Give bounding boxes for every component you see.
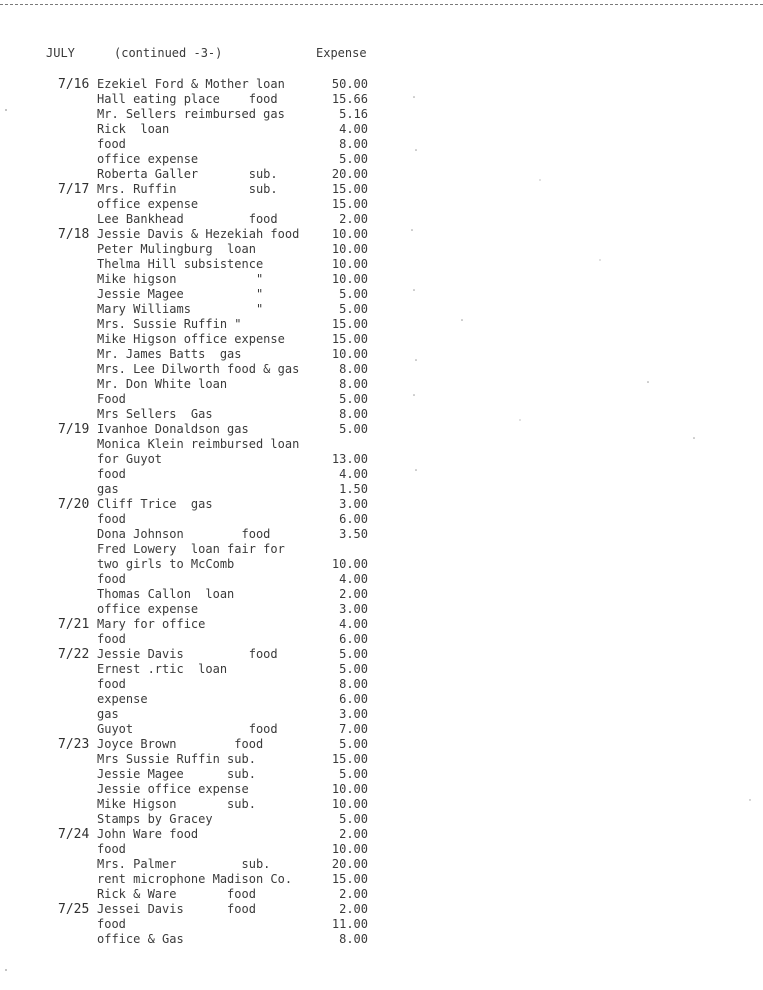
entry-description: Jessie Davis food xyxy=(97,647,278,661)
entry-description: Ivanhoe Donaldson gas xyxy=(97,422,249,436)
entry-description: Mr. Sellers reimbursed gas xyxy=(97,107,285,121)
entry-description: Ernest .rtic loan xyxy=(97,662,228,676)
entry-amount: 6.00 xyxy=(339,512,368,526)
entry-description: Peter Mulingburg loan xyxy=(97,242,256,256)
entry-amount: 2.00 xyxy=(339,212,368,226)
entry-amount: 8.00 xyxy=(339,932,368,946)
entry-description: Mrs. Ruffin sub. xyxy=(97,182,278,196)
entry-amount: 5.00 xyxy=(339,812,368,826)
ledger-row xyxy=(0,587,763,602)
entry-description: Rick loan xyxy=(97,122,170,136)
entry-description: two girls to McComb xyxy=(97,557,235,571)
entry-description: Mr. James Batts gas xyxy=(97,347,242,361)
entry-description: office expense xyxy=(97,197,199,211)
entry-description: Thelma Hill subsistence xyxy=(97,257,264,271)
expense-column-header: Expense xyxy=(316,46,367,60)
ledger-row xyxy=(0,122,763,137)
entry-description: Lee Bankhead food xyxy=(97,212,278,226)
entry-amount: 4.00 xyxy=(339,122,368,136)
entry-description: Food xyxy=(97,392,126,406)
entry-date: 7/23 xyxy=(58,737,90,752)
entry-amount: 5.00 xyxy=(339,737,368,751)
ledger-row xyxy=(0,722,763,737)
entry-amount: 6.00 xyxy=(339,632,368,646)
ledger-row xyxy=(0,617,763,632)
ledger-row xyxy=(0,467,763,482)
ledger-row xyxy=(0,407,763,422)
ledger-row xyxy=(0,512,763,527)
entry-date: 7/19 xyxy=(58,422,90,437)
entry-date: 7/16 xyxy=(58,77,90,92)
entry-amount: 2.00 xyxy=(339,827,368,841)
entry-description: gas xyxy=(97,482,119,496)
entry-amount: 8.00 xyxy=(339,377,368,391)
entry-description: rent microphone Madison Co. xyxy=(97,872,293,886)
entry-description: Joyce Brown food xyxy=(97,737,264,751)
entry-description: food xyxy=(97,917,126,931)
entry-amount: 10.00 xyxy=(331,842,368,856)
entry-amount: 4.00 xyxy=(339,467,368,481)
entry-date: 7/25 xyxy=(58,902,90,917)
entry-amount: 50.00 xyxy=(331,77,368,91)
entry-description: office expense xyxy=(97,152,199,166)
entry-amount: 15.00 xyxy=(331,317,368,331)
entry-description: Hall eating place food xyxy=(97,92,278,106)
entry-description: Stamps by Gracey xyxy=(97,812,213,826)
entry-description: Mrs Sussie Ruffin sub. xyxy=(97,752,256,766)
ledger-row xyxy=(0,887,763,902)
entry-description: Mike higson " xyxy=(97,272,264,286)
entry-description: Jessie office expense xyxy=(97,782,249,796)
ledger-row xyxy=(0,287,763,302)
entry-description: Mr. Don White loan xyxy=(97,377,228,391)
ledger-row xyxy=(0,872,763,887)
ledger-row xyxy=(0,377,763,392)
entry-amount: 5.00 xyxy=(339,662,368,676)
entry-amount: 20.00 xyxy=(331,857,368,871)
entry-description: gas xyxy=(97,707,119,721)
entry-date: 7/24 xyxy=(58,827,90,842)
entry-amount: 4.00 xyxy=(339,617,368,631)
ledger-row xyxy=(0,167,763,182)
entry-date: 7/22 xyxy=(58,647,90,662)
ledger-row xyxy=(0,797,763,812)
ledger-row xyxy=(0,77,763,92)
ledger-row xyxy=(0,137,763,152)
ledger-row xyxy=(0,602,763,617)
entry-description: food xyxy=(97,842,126,856)
entry-amount: 10.00 xyxy=(331,257,368,271)
entry-description: food xyxy=(97,632,126,646)
ledger-row xyxy=(0,197,763,212)
entry-description: food xyxy=(97,677,126,691)
entry-amount: 5.00 xyxy=(339,392,368,406)
expense-ledger xyxy=(0,77,763,947)
entry-amount: 10.00 xyxy=(331,797,368,811)
entry-description: food xyxy=(97,572,126,586)
ledger-row xyxy=(0,257,763,272)
entry-amount: 7.00 xyxy=(339,722,368,736)
entry-amount: 5.16 xyxy=(339,107,368,121)
entry-amount: 6.00 xyxy=(339,692,368,706)
entry-amount: 10.00 xyxy=(331,782,368,796)
entry-date: 7/20 xyxy=(58,497,90,512)
entry-amount: 20.00 xyxy=(331,167,368,181)
entry-description: Jessie Davis & Hezekiah food xyxy=(97,227,300,241)
ledger-row xyxy=(0,857,763,872)
ledger-row xyxy=(0,737,763,752)
ledger-row xyxy=(0,767,763,782)
ledger-row xyxy=(0,932,763,947)
entry-description: Jessie Magee " xyxy=(97,287,264,301)
entry-amount: 5.00 xyxy=(339,767,368,781)
entry-amount: 2.00 xyxy=(339,887,368,901)
ledger-row xyxy=(0,437,763,452)
ledger-row xyxy=(0,827,763,842)
entry-amount: 3.50 xyxy=(339,527,368,541)
entry-amount: 15.00 xyxy=(331,872,368,886)
continued-label: (continued -3-) xyxy=(114,46,223,60)
entry-amount: 10.00 xyxy=(331,227,368,241)
ledger-row xyxy=(0,662,763,677)
entry-amount: 5.00 xyxy=(339,647,368,661)
entry-amount: 10.00 xyxy=(331,557,368,571)
entry-description: for Guyot xyxy=(97,452,163,466)
entry-amount: 10.00 xyxy=(331,347,368,361)
entry-description: Cliff Trice gas xyxy=(97,497,213,511)
entry-amount: 15.00 xyxy=(331,332,368,346)
ledger-row xyxy=(0,692,763,707)
entry-amount: 2.00 xyxy=(339,587,368,601)
entry-description: Monica Klein reimbursed loan xyxy=(97,437,300,451)
ledger-row xyxy=(0,647,763,662)
entry-amount: 11.00 xyxy=(331,917,368,931)
entry-amount: 8.00 xyxy=(339,677,368,691)
entry-date: 7/17 xyxy=(58,182,90,197)
ledger-row xyxy=(0,677,763,692)
ledger-row xyxy=(0,362,763,377)
entry-amount: 10.00 xyxy=(331,272,368,286)
ledger-row xyxy=(0,812,763,827)
ledger-row xyxy=(0,452,763,467)
ledger-row xyxy=(0,707,763,722)
ledger-row xyxy=(0,212,763,227)
entry-description: Mrs. Sussie Ruffin " xyxy=(97,317,242,331)
ledger-row xyxy=(0,902,763,917)
entry-amount: 2.00 xyxy=(339,902,368,916)
ledger-row xyxy=(0,557,763,572)
entry-description: Dona Johnson food xyxy=(97,527,271,541)
entry-amount: 4.00 xyxy=(339,572,368,586)
entry-description: Jessie Magee sub. xyxy=(97,767,256,781)
entry-description: Roberta Galler sub. xyxy=(97,167,278,181)
ledger-row xyxy=(0,242,763,257)
ledger-row xyxy=(0,482,763,497)
entry-description: Guyot food xyxy=(97,722,278,736)
entry-description: office & Gas xyxy=(97,932,184,946)
entry-amount: 8.00 xyxy=(339,407,368,421)
entry-amount: 1.50 xyxy=(339,482,368,496)
ledger-row xyxy=(0,917,763,932)
ledger-row xyxy=(0,227,763,242)
entry-description: Mike Higson office expense xyxy=(97,332,285,346)
entry-amount: 3.00 xyxy=(339,602,368,616)
entry-amount: 3.00 xyxy=(339,707,368,721)
entry-amount: 13.00 xyxy=(331,452,368,466)
page-header xyxy=(0,46,763,62)
ledger-row xyxy=(0,317,763,332)
ledger-row xyxy=(0,347,763,362)
ledger-row xyxy=(0,107,763,122)
ledger-row xyxy=(0,752,763,767)
entry-amount: 15.66 xyxy=(331,92,368,106)
entry-description: Mary for office xyxy=(97,617,206,631)
entry-amount: 15.00 xyxy=(331,182,368,196)
entry-description: Mrs Sellers Gas xyxy=(97,407,213,421)
entry-description: expense xyxy=(97,692,148,706)
entry-amount: 10.00 xyxy=(331,242,368,256)
entry-description: Ezekiel Ford & Mother loan xyxy=(97,77,285,91)
ledger-row xyxy=(0,497,763,512)
ledger-row xyxy=(0,542,763,557)
entry-description: food xyxy=(97,467,126,481)
entry-description: Mrs. Lee Dilworth food & gas xyxy=(97,362,300,376)
entry-description: food xyxy=(97,137,126,151)
entry-description: Mike Higson sub. xyxy=(97,797,256,811)
month-label: JULY xyxy=(46,46,75,60)
entry-description: Mrs. Palmer sub. xyxy=(97,857,271,871)
entry-description: Thomas Callon loan xyxy=(97,587,235,601)
entry-description: office expense xyxy=(97,602,199,616)
entry-description: Fred Lowery loan fair for xyxy=(97,542,285,556)
entry-description: John Ware food xyxy=(97,827,199,841)
ledger-row xyxy=(0,527,763,542)
entry-amount: 5.00 xyxy=(339,287,368,301)
ledger-row xyxy=(0,182,763,197)
ledger-row xyxy=(0,92,763,107)
entry-date: 7/21 xyxy=(58,617,90,632)
ledger-row xyxy=(0,272,763,287)
entry-description: Mary Williams " xyxy=(97,302,264,316)
ledger-row xyxy=(0,152,763,167)
entry-description: Jessei Davis food xyxy=(97,902,256,916)
ledger-row xyxy=(0,842,763,857)
top-dashed-rule xyxy=(0,4,763,5)
ledger-row xyxy=(0,392,763,407)
entry-description: food xyxy=(97,512,126,526)
entry-amount: 15.00 xyxy=(331,752,368,766)
entry-date: 7/18 xyxy=(58,227,90,242)
entry-amount: 5.00 xyxy=(339,302,368,316)
ledger-row xyxy=(0,302,763,317)
entry-amount: 8.00 xyxy=(339,362,368,376)
ledger-row xyxy=(0,332,763,347)
ledger-row xyxy=(0,782,763,797)
entry-amount: 5.00 xyxy=(339,422,368,436)
entry-amount: 15.00 xyxy=(331,197,368,211)
ledger-row xyxy=(0,632,763,647)
entry-amount: 3.00 xyxy=(339,497,368,511)
ledger-row xyxy=(0,422,763,437)
entry-description: Rick & Ware food xyxy=(97,887,256,901)
entry-amount: 5.00 xyxy=(339,152,368,166)
entry-amount: 8.00 xyxy=(339,137,368,151)
ledger-row xyxy=(0,572,763,587)
